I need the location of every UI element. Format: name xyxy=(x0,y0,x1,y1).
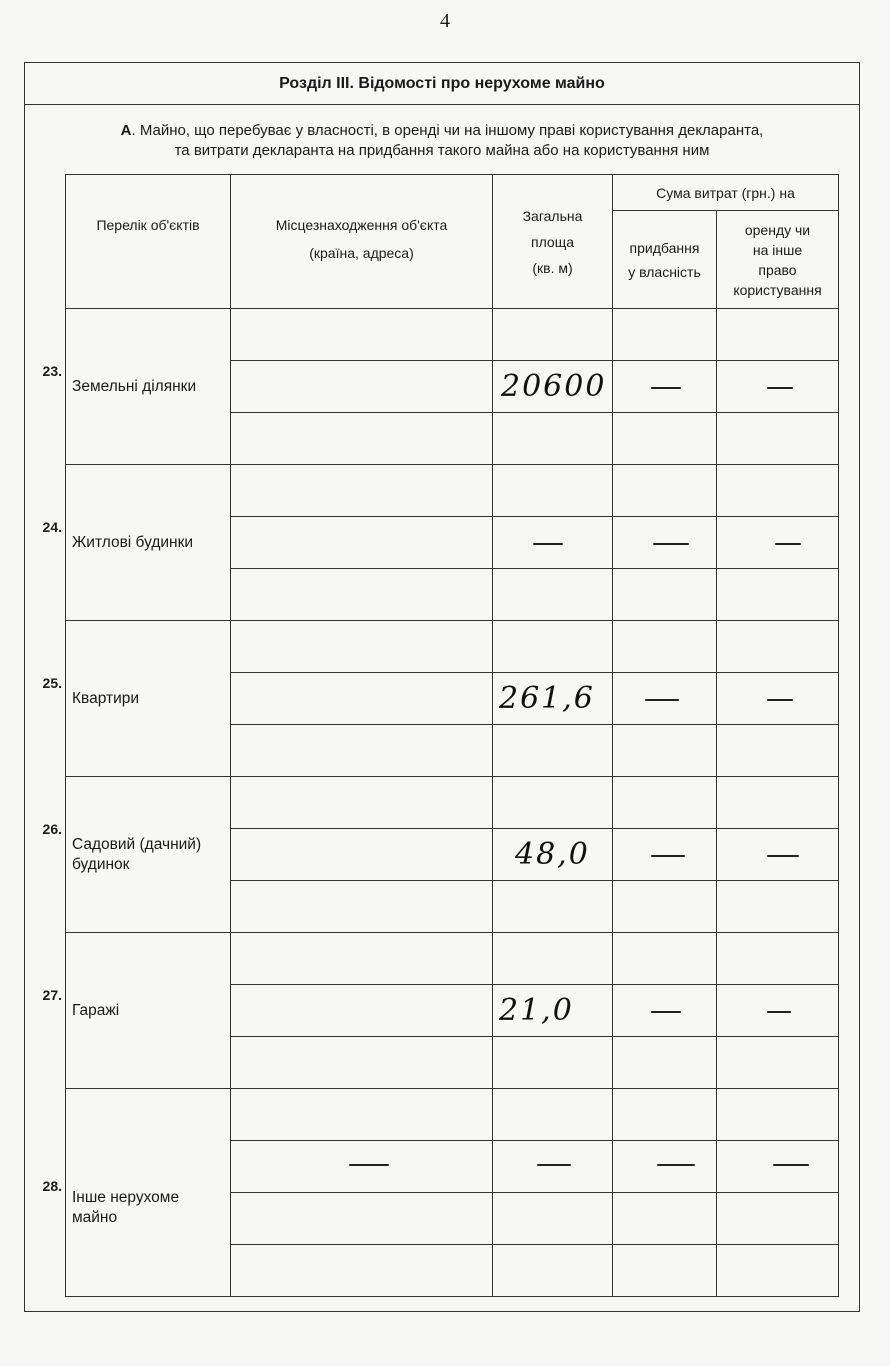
rent-cell[interactable] xyxy=(717,1089,839,1141)
purchase-cell[interactable] xyxy=(613,621,717,673)
row-24-purchase-dash xyxy=(653,543,689,545)
location-cell[interactable] xyxy=(231,361,493,413)
location-cell[interactable] xyxy=(231,1245,493,1297)
purchase-cell[interactable] xyxy=(613,881,717,933)
area-cell[interactable] xyxy=(493,1245,613,1297)
purchase-cell[interactable] xyxy=(613,1141,717,1193)
row-24-number: 24. xyxy=(42,519,62,535)
area-cell[interactable] xyxy=(493,881,613,933)
location-cell[interactable] xyxy=(231,829,493,881)
area-cell[interactable] xyxy=(493,465,613,517)
header-rent-line2: на інше xyxy=(752,241,803,258)
area-cell[interactable] xyxy=(493,985,613,1037)
location-cell[interactable] xyxy=(231,1037,493,1089)
header-purchase xyxy=(613,211,717,309)
property-table xyxy=(42,174,839,1297)
area-cell[interactable] xyxy=(493,621,613,673)
subtitle xyxy=(25,121,859,161)
location-cell[interactable] xyxy=(231,725,493,777)
row-25-rent-dash xyxy=(767,699,793,701)
header-purchase-line2: у власність xyxy=(628,263,701,280)
row-26-area-value: 48,0 xyxy=(515,837,590,872)
row-26-label-line2: будинок xyxy=(72,855,130,873)
header-rent-line1: оренду чи xyxy=(744,221,811,238)
location-cell[interactable] xyxy=(231,1193,493,1245)
rent-cell[interactable] xyxy=(717,985,839,1037)
row-25-area-value: 261,6 xyxy=(499,681,595,716)
purchase-cell[interactable] xyxy=(613,517,717,569)
subtitle-letter: А xyxy=(120,122,132,139)
location-cell[interactable] xyxy=(231,465,493,517)
row-24-area-dash xyxy=(533,543,563,545)
row-28-name xyxy=(42,1089,231,1297)
row-28-area-dash xyxy=(537,1164,571,1166)
row-28-label-line2: майно xyxy=(72,1208,118,1226)
area-cell[interactable] xyxy=(493,777,613,829)
area-cell[interactable] xyxy=(493,309,613,361)
row-26-label-line1: Садовий (дачний) xyxy=(72,835,202,853)
row-26-number: 26. xyxy=(42,821,62,837)
area-cell[interactable] xyxy=(493,361,613,413)
rent-cell[interactable] xyxy=(717,881,839,933)
row-28-location-dash xyxy=(349,1164,389,1166)
purchase-cell[interactable] xyxy=(613,725,717,777)
row-28-rent-dash xyxy=(773,1164,809,1166)
location-cell[interactable] xyxy=(231,569,493,621)
rent-cell[interactable] xyxy=(717,673,839,725)
location-cell[interactable] xyxy=(231,933,493,985)
area-cell[interactable] xyxy=(493,673,613,725)
area-cell[interactable] xyxy=(493,1037,613,1089)
purchase-cell[interactable] xyxy=(613,933,717,985)
header-rent-line3: право xyxy=(758,261,797,278)
row-28-purchase-dash xyxy=(657,1164,695,1166)
header-area-line2: площа xyxy=(531,233,574,250)
row-25-name xyxy=(42,621,231,777)
location-cell[interactable] xyxy=(231,777,493,829)
rent-cell[interactable] xyxy=(717,777,839,829)
area-cell[interactable] xyxy=(493,725,613,777)
row-26-rent-dash xyxy=(767,855,799,857)
purchase-cell[interactable] xyxy=(613,1037,717,1089)
rent-cell[interactable] xyxy=(717,1245,839,1297)
purchase-cell[interactable] xyxy=(613,1245,717,1297)
rent-cell[interactable] xyxy=(717,517,839,569)
header-purchase-line1: придбання xyxy=(629,239,700,256)
subtitle-line2: та витрати декларанта на придбання такого майна або на користування ним xyxy=(174,142,710,159)
header-location-line1: Місцезнаходження об'єкта xyxy=(275,217,448,233)
row-24-name xyxy=(42,465,231,621)
purchase-cell[interactable] xyxy=(613,985,717,1037)
page-number: 4 xyxy=(440,10,450,32)
row-23-number: 23. xyxy=(42,363,62,379)
row-23-purchase-dash xyxy=(651,387,681,389)
purchase-cell[interactable] xyxy=(613,829,717,881)
rent-cell[interactable] xyxy=(717,361,839,413)
header-area-line3: (кв. м) xyxy=(532,259,573,276)
row-25-purchase-dash xyxy=(645,699,679,701)
rent-cell[interactable] xyxy=(717,933,839,985)
header-location xyxy=(231,175,493,309)
row-27-name xyxy=(42,933,231,1089)
row-25-label: Квартири xyxy=(72,689,140,707)
location-cell[interactable] xyxy=(231,881,493,933)
row-23-rent-dash xyxy=(767,387,793,389)
rent-cell[interactable] xyxy=(717,621,839,673)
purchase-cell[interactable] xyxy=(613,673,717,725)
location-cell[interactable] xyxy=(231,517,493,569)
rent-cell[interactable] xyxy=(717,1193,839,1245)
purchase-cell[interactable] xyxy=(613,413,717,465)
rent-cell[interactable] xyxy=(717,829,839,881)
area-cell[interactable] xyxy=(493,1141,613,1193)
purchase-cell[interactable] xyxy=(613,361,717,413)
rent-cell[interactable] xyxy=(717,1141,839,1193)
location-cell[interactable] xyxy=(231,413,493,465)
area-cell[interactable] xyxy=(493,1089,613,1141)
area-cell[interactable] xyxy=(493,1193,613,1245)
area-cell[interactable] xyxy=(493,933,613,985)
row-23-name xyxy=(42,309,231,465)
header-costs: Сума витрат (грн.) на xyxy=(613,175,839,211)
location-cell[interactable] xyxy=(231,1089,493,1141)
rent-cell[interactable] xyxy=(717,465,839,517)
rent-cell[interactable] xyxy=(717,309,839,361)
purchase-cell[interactable] xyxy=(613,569,717,621)
location-cell[interactable] xyxy=(231,1141,493,1193)
row-25-number: 25. xyxy=(42,675,62,691)
row-28-label-line1: Інше нерухоме xyxy=(72,1188,180,1206)
row-24-rent-dash xyxy=(775,543,801,545)
rent-cell[interactable] xyxy=(717,413,839,465)
location-cell[interactable] xyxy=(231,309,493,361)
header-area xyxy=(493,175,613,309)
row-28-number: 28. xyxy=(42,1178,62,1194)
purchase-cell[interactable] xyxy=(613,1089,717,1141)
row-26-purchase-dash xyxy=(651,855,685,857)
area-cell[interactable] xyxy=(493,569,613,621)
row-27-label: Гаражі xyxy=(72,1001,120,1019)
row-27-number: 27. xyxy=(42,987,62,1003)
header-objects: Перелік об'єктів xyxy=(66,175,231,309)
row-23-area-value: 20600 xyxy=(501,369,607,404)
header-location-line2: (країна, адреса) xyxy=(309,245,414,261)
purchase-cell[interactable] xyxy=(613,465,717,517)
purchase-cell[interactable] xyxy=(613,1193,717,1245)
header-area-line1: Загальна xyxy=(522,207,583,224)
rent-cell[interactable] xyxy=(717,569,839,621)
section-frame xyxy=(24,62,860,1312)
row-27-rent-dash xyxy=(767,1011,791,1013)
rent-cell[interactable] xyxy=(717,1037,839,1089)
row-27-purchase-dash xyxy=(651,1011,681,1013)
subtitle-line1: . Майно, що перебуває у власності, в оренді чи на іншому праві користування декларанта, xyxy=(131,122,764,139)
row-26-name xyxy=(42,777,231,933)
row-24-label: Житлові будинки xyxy=(72,533,194,551)
rent-cell[interactable] xyxy=(717,725,839,777)
location-cell[interactable] xyxy=(231,985,493,1037)
row-23-label: Земельні ділянки xyxy=(72,377,197,395)
location-cell[interactable] xyxy=(231,621,493,673)
purchase-cell[interactable] xyxy=(613,309,717,361)
section-title: Розділ III. Відомості про нерухоме майно xyxy=(25,63,859,105)
area-cell[interactable] xyxy=(493,517,613,569)
header-rent xyxy=(717,211,839,309)
area-cell[interactable] xyxy=(493,413,613,465)
location-cell[interactable] xyxy=(231,673,493,725)
area-cell[interactable] xyxy=(493,829,613,881)
row-27-area-value: 21,0 xyxy=(499,993,574,1028)
header-rent-line4: користування xyxy=(733,281,822,298)
purchase-cell[interactable] xyxy=(613,777,717,829)
